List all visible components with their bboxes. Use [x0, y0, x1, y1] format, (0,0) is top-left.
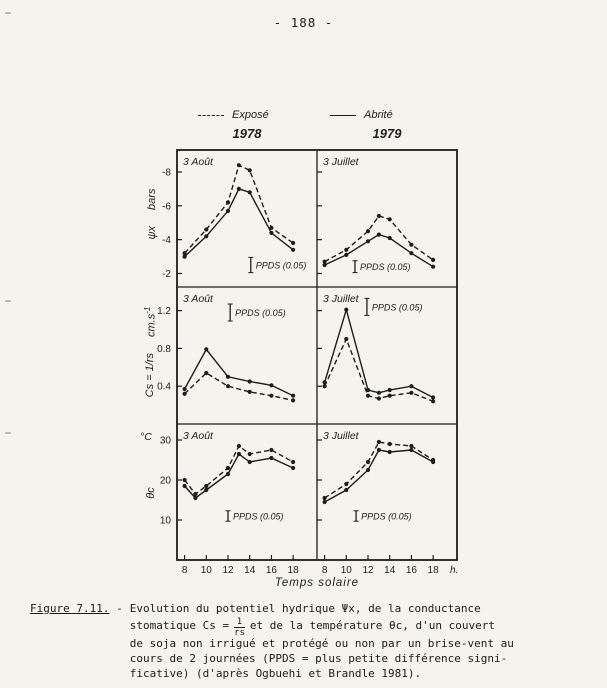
x-tick-label: 10	[340, 565, 352, 576]
ppds-label: PPDS (0.05)	[361, 511, 412, 522]
legend-label-expose: Exposé	[232, 109, 269, 121]
data-point	[204, 227, 208, 231]
data-point	[237, 163, 241, 167]
data-point	[226, 472, 230, 476]
y-tick-label: 20	[159, 475, 171, 487]
panel-2-0	[160, 430, 299, 576]
chart-grid-border	[177, 150, 457, 560]
data-point	[377, 440, 381, 444]
x-tick-label: 18	[427, 565, 439, 576]
ppds-error-bar	[354, 511, 412, 522]
psi-unit: bars	[146, 188, 158, 210]
data-point	[269, 383, 273, 387]
data-point	[237, 452, 241, 456]
ppds-label: PPDS (0.05)	[359, 262, 411, 273]
ppds-label: PPDS (0.05)	[233, 511, 284, 522]
ppds-error-bar	[352, 261, 410, 273]
series-expose	[323, 440, 436, 500]
x-axis-title: Temps solaire	[274, 577, 360, 589]
caption-line-fraction: stomatique Cs = $\frac{1}{rs}$ et de la température θc, d'un couvert	[129, 617, 495, 638]
scan-speck	[5, 300, 11, 302]
dashed-line-sample-icon	[198, 115, 224, 116]
data-point	[204, 371, 208, 375]
panel-1-1	[317, 293, 435, 403]
data-point	[248, 452, 252, 456]
x-tick-label: 12	[222, 565, 234, 576]
data-point	[226, 466, 230, 470]
data-point	[409, 391, 413, 395]
data-point	[344, 248, 348, 252]
panel-date-label: 3 Juillet	[323, 293, 359, 305]
data-point	[269, 448, 273, 452]
ppds-error-bar	[228, 304, 286, 321]
series-expose	[183, 371, 296, 403]
series-abrite	[323, 448, 436, 504]
x-tick-label: 14	[244, 565, 256, 576]
year-1978: 1978	[232, 126, 262, 141]
ppds-label: PPDS (0.05)	[371, 302, 423, 313]
data-point	[366, 394, 370, 398]
series-abrite	[183, 347, 296, 398]
page-number: - 188 -	[273, 15, 334, 30]
data-point	[183, 387, 187, 391]
series-expose	[323, 337, 436, 404]
data-point	[323, 263, 327, 267]
panel-date-label: 3 Juillet	[323, 430, 359, 442]
data-point	[291, 466, 295, 470]
legend-label-abrite: Abrité	[364, 109, 393, 121]
data-point	[248, 168, 252, 172]
y-tick-label: -4	[162, 235, 171, 247]
data-point	[291, 241, 295, 245]
data-point	[377, 214, 381, 218]
y-tick-label: -2	[162, 268, 171, 280]
data-point	[323, 380, 327, 384]
data-point	[269, 394, 273, 398]
y-tick-label: 30	[159, 435, 171, 447]
data-point	[377, 233, 381, 237]
data-point	[344, 253, 348, 257]
data-point	[377, 391, 381, 395]
y-tick-label: 10	[159, 515, 171, 527]
x-tick-label: 12	[362, 565, 374, 576]
solid-line-sample-icon	[330, 115, 356, 116]
x-tick-label: 14	[384, 565, 396, 576]
series-expose	[183, 163, 296, 255]
data-point	[344, 308, 348, 312]
data-point	[366, 239, 370, 243]
data-point	[226, 200, 230, 204]
panel-0-1	[317, 156, 435, 273]
data-point	[409, 448, 413, 452]
data-point	[388, 388, 392, 392]
data-point	[431, 399, 435, 403]
data-point	[204, 347, 208, 351]
caption-line: cours de 2 journées (PPDS = plus petite différence signi-	[129, 652, 508, 665]
data-point	[431, 460, 435, 464]
data-point	[388, 217, 392, 221]
data-point	[323, 384, 327, 388]
panel-2-1	[317, 430, 439, 576]
caption-line: ficative) (d'après Ogbuehi et Brandle 1981).	[129, 667, 422, 680]
legend-item-expose	[198, 109, 269, 121]
data-point	[291, 460, 295, 464]
data-point	[204, 234, 208, 238]
x-tick-label: 8	[321, 565, 328, 576]
figure-caption-label: Figure 7.11. -	[30, 602, 123, 615]
data-point	[344, 488, 348, 492]
data-point	[226, 384, 230, 388]
y-axis-title-psi	[145, 159, 159, 269]
ppds-error-bar	[364, 298, 422, 315]
panel-date-label: 3 Juillet	[323, 156, 359, 168]
ppds-error-bar	[226, 511, 284, 522]
series-abrite	[183, 452, 296, 500]
data-point	[409, 384, 413, 388]
y-tick-label: 0.4	[157, 381, 171, 393]
y-axis-title-theta	[144, 473, 158, 513]
data-point	[431, 395, 435, 399]
data-point	[291, 248, 295, 252]
ppds-label: PPDS (0.05)	[255, 260, 307, 271]
y-tick-label: 1.2	[157, 306, 171, 318]
data-point	[431, 458, 435, 462]
y-tick-label: 0.8	[157, 343, 171, 355]
x-tick-label: 10	[200, 565, 212, 576]
data-point	[183, 484, 187, 488]
data-point	[388, 450, 392, 454]
panel-date-label: 3 Août	[183, 156, 213, 168]
conductance-symbol: Cs = 1/rs	[144, 353, 156, 398]
ppds-label: PPDS (0.05)	[235, 308, 286, 319]
celsius-unit-label: °C	[140, 431, 152, 443]
legend-item-abrite	[330, 109, 393, 121]
data-point	[269, 226, 273, 230]
data-point	[344, 337, 348, 341]
data-point	[388, 394, 392, 398]
data-point	[269, 231, 273, 235]
data-point	[183, 392, 187, 396]
data-point	[366, 460, 370, 464]
data-point	[366, 388, 370, 392]
data-point	[269, 456, 273, 460]
year-1979: 1979	[372, 126, 402, 141]
x-tick-label: 16	[265, 565, 277, 576]
data-point	[431, 258, 435, 262]
data-point	[388, 442, 392, 446]
data-point	[248, 190, 252, 194]
data-point	[193, 496, 197, 500]
y-tick-label: -6	[162, 201, 171, 213]
figure-caption-body	[130, 601, 514, 681]
data-point	[226, 209, 230, 213]
fraction-1-over-rs: $\frac{1}{rs}$	[234, 617, 245, 638]
data-point	[409, 444, 413, 448]
data-point	[248, 390, 252, 394]
psi-symbol: ψx	[146, 225, 158, 240]
figure-caption	[30, 601, 591, 681]
data-point	[323, 260, 327, 264]
data-point	[291, 398, 295, 402]
y-tick-label: -8	[162, 167, 171, 179]
data-point	[193, 492, 197, 496]
ppds-error-bar	[248, 257, 306, 272]
data-point	[183, 255, 187, 259]
scan-speck	[5, 12, 11, 14]
data-point	[183, 478, 187, 482]
series-abrite	[323, 233, 436, 269]
panel-1-0	[157, 293, 295, 403]
caption-line: de soja non irrigué et protégé ou non par un brise-vent au	[129, 637, 514, 650]
theta-symbol: θc	[145, 487, 157, 499]
data-point	[291, 394, 295, 398]
x-tick-label: 18	[287, 565, 299, 576]
panel-date-label: 3 Août	[183, 430, 213, 442]
data-point	[409, 243, 413, 247]
data-point	[226, 375, 230, 379]
data-point	[431, 265, 435, 269]
series-abrite	[183, 187, 296, 259]
caption-line: Evolution du potentiel hydrique Ψx, de la conductance	[129, 602, 481, 615]
data-point	[248, 379, 252, 383]
series-expose	[183, 444, 296, 496]
data-point	[237, 187, 241, 191]
x-tick-label: 16	[405, 565, 417, 576]
panel-date-label: 3 Août	[183, 293, 213, 305]
data-point	[183, 251, 187, 255]
data-point	[204, 488, 208, 492]
data-point	[366, 229, 370, 233]
panel-0-0	[162, 156, 306, 280]
y-axis-title-conductance	[143, 282, 157, 422]
data-point	[344, 482, 348, 486]
data-point	[409, 251, 413, 255]
data-point	[377, 396, 381, 400]
series-abrite	[323, 308, 436, 400]
data-point	[237, 444, 241, 448]
scan-speck	[5, 432, 11, 434]
data-point	[388, 236, 392, 240]
data-point	[323, 496, 327, 500]
conductance-unit: $cm.s^{-1}$	[142, 306, 158, 338]
data-point	[248, 460, 252, 464]
series-expose	[323, 214, 436, 264]
data-point	[366, 468, 370, 472]
data-point	[377, 448, 381, 452]
x-axis-unit: h.	[450, 565, 459, 576]
data-point	[323, 500, 327, 504]
x-tick-label: 8	[181, 565, 188, 576]
data-point	[204, 484, 208, 488]
